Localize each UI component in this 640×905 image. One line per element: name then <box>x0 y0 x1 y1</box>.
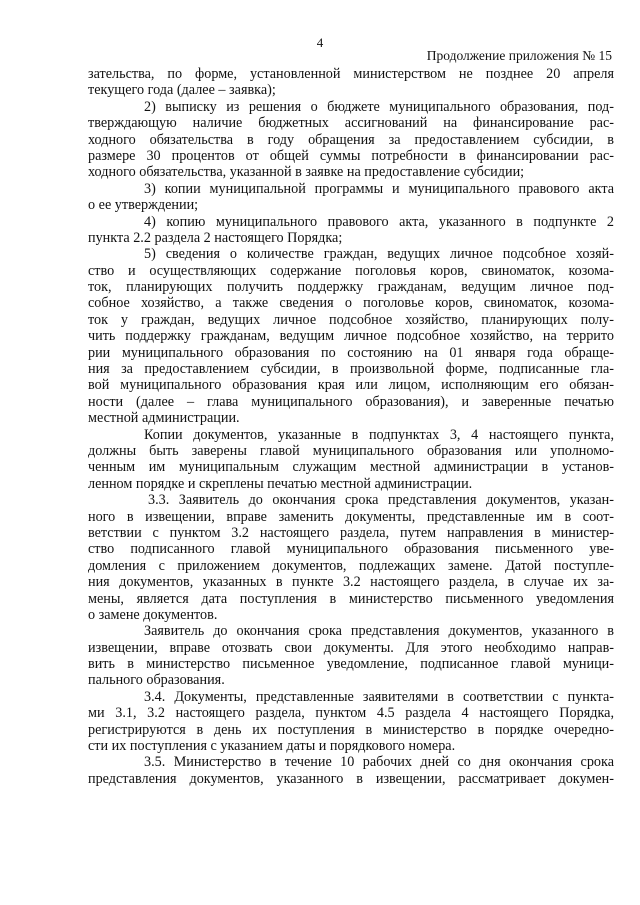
paragraph-line: ного в извещении, вправе заменить документы, представленные им в соот- <box>88 508 614 525</box>
paragraph <box>88 623 614 689</box>
paragraph-line: о замене документов. <box>88 606 218 623</box>
paragraph-line: ветствии с пунктом 3.2 настоящего раздела, путем направления в министер- <box>88 524 614 541</box>
paragraph-line: мены, является дата поступления в министерство письменного уведомления <box>88 590 614 607</box>
paragraph-line: ство и осуществляющих содержание поголовья коров, свиноматок, козома- <box>88 262 614 279</box>
paragraph-line: ство подписанного главой муниципального образования письменного уве- <box>88 541 614 558</box>
paragraph <box>88 214 614 247</box>
paragraph-line: ности (далее – глава муниципального образования), и заверенные печатью <box>88 393 614 410</box>
paragraph-line: регистрируются в день их поступления в министерство в порядке очередно- <box>88 721 614 738</box>
paragraph-line: должны быть заверены главой муниципального образования или уполномо- <box>88 442 614 459</box>
paragraph-line: размере 30 процентов от общей суммы потребности в финансировании рас- <box>88 147 614 164</box>
paragraph-line: пункта 2.2 раздела 2 настоящего Порядка; <box>88 229 343 246</box>
paragraph-line: текущего года (далее – заявка); <box>88 82 276 99</box>
paragraph <box>88 99 614 181</box>
paragraph <box>88 246 614 426</box>
paragraph-line: о ее утверждении; <box>88 197 199 214</box>
paragraph-line: домления с приложением документов, подлежащих замене. Датой поступле- <box>88 557 614 574</box>
paragraph-line: собное хозяйство, а также сведения о поголовье коров, свиноматок, козома- <box>88 295 614 312</box>
paragraph-line: ния за предоставлением субсидии, в произвольной форме, подписанные гла- <box>88 361 614 378</box>
document-body <box>88 66 614 787</box>
paragraph <box>88 492 614 623</box>
paragraph-line: местной администрации. <box>88 410 240 427</box>
paragraph-line: ми 3.1, 3.2 настоящего раздела, пунктом 4.5 раздела 4 настоящего Порядка, <box>88 705 614 722</box>
paragraph <box>88 66 614 99</box>
paragraph-line: ток у граждан, ведущих личное подсобное хозяйство, планирующих полу- <box>88 311 614 328</box>
paragraph-line: Заявитель до окончания срока представления документов, указанного в <box>144 623 614 640</box>
paragraph-line: ток, планирующих получить поддержку гражданам, ведущим личное под- <box>88 279 614 296</box>
paragraph-line: ходного обязательства, указанной в заявке на предоставление субсидии; <box>88 164 525 181</box>
paragraph-line: вой муниципального образования края или лицом, исполняющим его обязан- <box>88 377 614 394</box>
paragraph <box>88 689 614 755</box>
paragraph-line: вить в министерство письменное уведомление, подписанное главой муници- <box>88 656 614 673</box>
paragraph-line: ходного обязательства в году обращения за предоставлением субсидии, в <box>88 131 614 148</box>
paragraph-line: 3.4. Документы, представленные заявителями в соответствии с пункта- <box>144 688 614 705</box>
paragraph-line: тверждающую наличие бюджетных ассигнований на финансирование рас- <box>88 115 614 132</box>
paragraph-line: пального образования. <box>88 672 225 689</box>
paragraph-line: 4) копию муниципального правового акта, указанного в подпункте 2 <box>144 213 614 230</box>
paragraph-line: ченным им муниципальным служащим местной администрации в установ- <box>88 459 614 476</box>
paragraph <box>88 754 614 787</box>
paragraph-line: чить поддержку гражданам, ведущим личное подсобное хозяйство, на террито <box>88 328 614 345</box>
paragraph-line: 3) копии муниципальной программы и муниципального правового акта <box>144 180 614 197</box>
paragraph-line: 3.5. Министерство в течение 10 рабочих дней со дня окончания срока <box>144 754 614 771</box>
paragraph-line: 3.3. Заявитель до окончания срока представления документов, указан- <box>148 492 614 509</box>
paragraph-line: зательства, по форме, установленной министерством не позднее 20 апреля <box>88 66 614 82</box>
paragraph-line: представления документов, указанного в извещении, рассматривает докумен- <box>88 770 614 787</box>
paragraph <box>88 427 614 493</box>
appendix-continuation-note: Продолжение приложения № 15 <box>426 48 612 63</box>
paragraph-line: извещении, вправе отозвать свои документы. Для этого необходимо направ- <box>88 639 614 656</box>
page-number: 4 <box>316 35 324 50</box>
paragraph <box>88 181 614 214</box>
paragraph-line: ния документов, указанных в пункте 3.2 настоящего раздела, в случае их за- <box>88 574 614 591</box>
paragraph-line: Копии документов, указанные в подпунктах 3, 4 настоящего пункта, <box>144 426 614 443</box>
paragraph-line: 2) выписку из решения о бюджете муниципального образования, под- <box>144 98 614 115</box>
paragraph-line: ленном порядке и скреплены печатью местной администрации. <box>88 475 473 492</box>
paragraph-line: рии муниципального образования по состоянию на 01 января года обраще- <box>88 344 614 361</box>
paragraph-line: 5) сведения о количестве граждан, ведущих личное подсобное хозяй- <box>144 246 614 263</box>
paragraph-line: сти их поступления с указанием даты и порядкового номера. <box>88 738 456 755</box>
